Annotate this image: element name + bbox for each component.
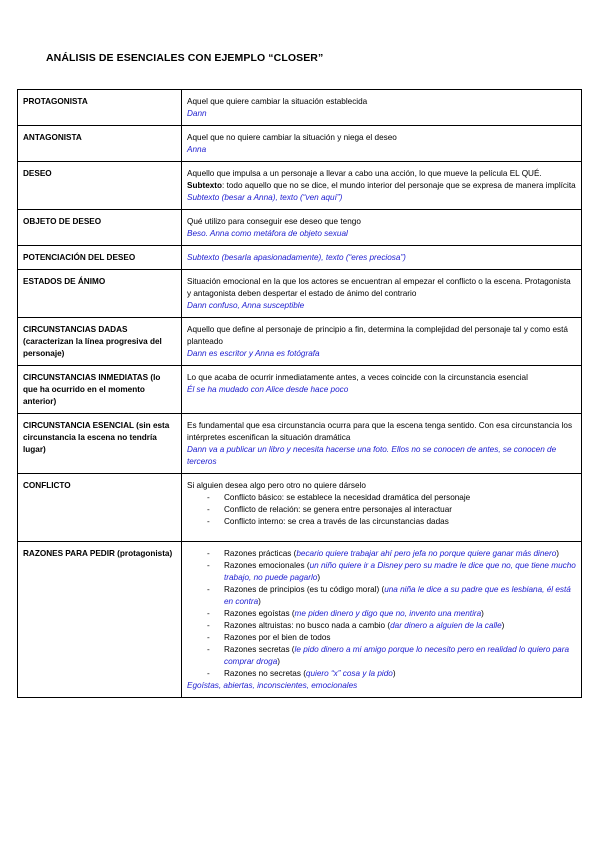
table-row [18, 414, 582, 474]
example-text: Subtexto (besarla apasionadamente), texto (“eres preciosa”) [187, 253, 406, 262]
conflict-list [187, 492, 576, 528]
table-row [18, 126, 582, 162]
term-cell: PROTAGONISTA [18, 90, 182, 126]
definition-part: : todo aquello que no se dice, el mundo interior del personaje que se expresa de manera implícita [222, 181, 576, 190]
example-text: Él se ha mudado con Alice desde hace poco [187, 385, 349, 394]
example-text: Subtexto (besar a Anna), texto (“ven aquí”) [187, 193, 343, 202]
term-cell: DESEO [18, 162, 182, 210]
subtext-keyword: Subtexto [187, 181, 223, 190]
definition-text: Qué utilizo para conseguir ese deseo que tengo [187, 217, 361, 226]
definition-cell [182, 318, 582, 366]
definition-cell [182, 414, 582, 474]
list-item: - Razones egoístas (me piden dinero y digo que no, invento una mentira) [207, 608, 576, 620]
example-text: Dann [187, 109, 207, 118]
definition-text: Situación emocional en la que los actores se encuentran al empezar el conflicto o la escena. Protagonista y antagonista deben despertar el estado de ánimo del contrario [187, 277, 571, 298]
definition-text: Aquello que define al personaje de principio a fin, determina la complejidad del personaje tal y como está planteado [187, 325, 568, 346]
term-cell: CIRCUNSTANCIAS DADAS (caracterizan la línea progresiva del personaje) [18, 318, 182, 366]
definition-text: Aquel que quiere cambiar la situación establecida [187, 97, 368, 106]
list-item: - Razones no secretas (quiero “x” cosa y la pido) [207, 668, 576, 680]
example-text: Egoístas, abiertas, inconscientes, emocionales [187, 681, 358, 690]
example-text: Dann es escritor y Anna es fotógrafa [187, 349, 320, 358]
definition-text [187, 168, 576, 192]
table-row [18, 246, 582, 270]
definition-cell [182, 126, 582, 162]
definition-cell [182, 474, 582, 542]
definition-cell [182, 270, 582, 318]
term-cell: ANTAGONISTA [18, 126, 182, 162]
list-item: - Razones altruistas: no busco nada a cambio (dar dinero a alguien de la calle) [207, 620, 576, 632]
definition-cell [182, 90, 582, 126]
definition-cell [182, 210, 582, 246]
term-cell: ESTADOS DE ÁNIMO [18, 270, 182, 318]
definition-text: Lo que acaba de ocurrir inmediatamente antes, a veces coincide con la circunstancia esencial [187, 373, 528, 382]
term-cell: CIRCUNSTANCIAS INMEDIATAS (lo que ha ocurrido en el momento anterior) [18, 366, 182, 414]
example-text: Beso. Anna como metáfora de objeto sexual [187, 229, 348, 238]
definition-text: Es fundamental que esa circunstancia ocurra para que la escena tenga sentido. Con esa circunstancia los intérpretes escenifican la situación dramática [187, 421, 573, 442]
definition-part: Aquello que impulsa a un personaje a llevar a cabo una acción, lo que mueve la película EL QUÉ. [187, 169, 542, 178]
table-row [18, 210, 582, 246]
table-row [18, 542, 582, 698]
definition-cell [182, 162, 582, 210]
term-cell: OBJETO DE DESEO [18, 210, 182, 246]
list-item: - Razones prácticas (becario quiere trabajar ahí pero jefa no porque quiere ganar más dinero) [207, 548, 576, 560]
table-row [18, 162, 582, 210]
table-row [18, 474, 582, 542]
table-row [18, 318, 582, 366]
definition-text: Si alguien desea algo pero otro no quiere dárselo [187, 481, 366, 490]
essentials-table [17, 89, 582, 698]
term-cell: CIRCUNSTANCIA ESENCIAL (sin esta circunstancia la escena no tendría lugar) [18, 414, 182, 474]
list-item: - Razones por el bien de todos [207, 632, 576, 644]
term-cell: RAZONES PARA PEDIR (protagonista) [18, 542, 182, 698]
reasons-list [187, 548, 576, 680]
definition-cell [182, 246, 582, 270]
term-cell: CONFLICTO [18, 474, 182, 542]
list-item: - Razones emocionales (un niño quiere ir a Disney pero su madre le dice que no, que tiene mucho trabajo, no puede pagarlo) [207, 560, 576, 584]
list-item: - Conflicto interno: se crea a través de las circunstancias dadas [207, 516, 576, 528]
list-item: - Razones secretas (le pido dinero a mi amigo porque lo necesito pero en realidad lo quiero para comprar droga) [207, 644, 576, 668]
table-row [18, 270, 582, 318]
list-item: - Conflicto básico: se establece la necesidad dramática del personaje [207, 492, 576, 504]
example-text: Anna [187, 145, 207, 154]
table-row [18, 90, 582, 126]
table-row [18, 366, 582, 414]
definition-text: Aquel que no quiere cambiar la situación y niega el deseo [187, 133, 397, 142]
example-text: Dann va a publicar un libro y necesita hacerse una foto. Ellos no se conocen de antes, se conocen de terceros [187, 445, 557, 466]
definition-cell [182, 542, 582, 698]
example-text: Dann confuso, Anna susceptible [187, 301, 305, 310]
term-cell: POTENCIACIÓN DEL DESEO [18, 246, 182, 270]
list-item: - Conflicto de relación: se genera entre personajes al interactuar [207, 504, 576, 516]
list-item: - Razones de principios (es tu código moral) (una niña le dice a su padre que es lesbiana, él está en contra) [207, 584, 576, 608]
definition-cell [182, 366, 582, 414]
document-title: ANÁLISIS DE ESENCIALES CON EJEMPLO “CLOSER” [46, 52, 324, 64]
